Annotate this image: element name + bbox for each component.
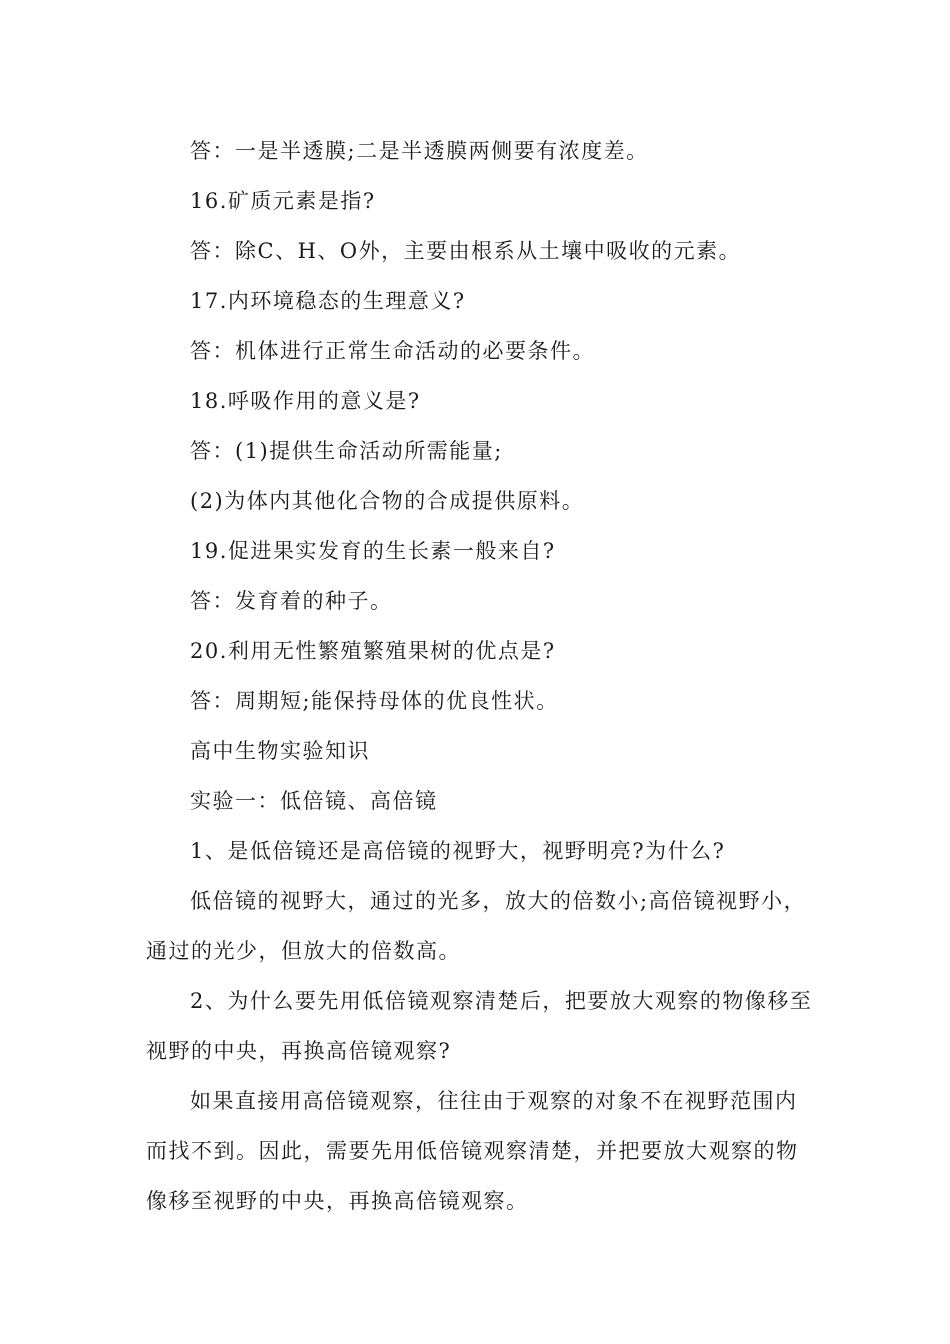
answer-18-part-2: (2)为体内其他化合物的合成提供原料。: [190, 489, 585, 513]
experiment-answer-2-line-3: 像移至视野的中央，再换高倍镜观察。: [146, 1189, 529, 1213]
experiment-answer-1-line-2: 通过的光少，但放大的倍数高。: [146, 939, 461, 963]
answer-15: 答：一是半透膜;二是半透膜两侧要有浓度差。: [190, 139, 649, 163]
experiment-question-2-line-2: 视野的中央，再换高倍镜观察?: [146, 1039, 452, 1063]
answer-16: 答：除C、H、O外，主要由根系从土壤中吸收的元素。: [190, 239, 742, 263]
experiment-answer-2-line-1: 如果直接用高倍镜观察，往往由于观察的对象不在视野范围内: [190, 1089, 798, 1113]
experiment-question-1: 1、是低倍镜还是高倍镜的视野大，视野明亮?为什么?: [190, 839, 726, 863]
answer-20: 答：周期短;能保持母体的优良性状。: [190, 689, 559, 713]
answer-19: 答：发育着的种子。: [190, 589, 393, 613]
question-17: 17.内环境稳态的生理意义?: [190, 289, 466, 313]
experiment-answer-1-line-1: 低倍镜的视野大，通过的光多，放大的倍数小;高倍镜视野小，: [190, 889, 807, 913]
answer-18-part-1: 答：(1)提供生命活动所需能量;: [190, 439, 503, 463]
section-heading: 高中生物实验知识: [190, 739, 370, 763]
question-16: 16.矿质元素是指?: [190, 189, 376, 213]
question-20: 20.利用无性繁殖繁殖果树的优点是?: [190, 639, 556, 663]
question-18: 18.呼吸作用的意义是?: [190, 389, 421, 413]
question-19: 19.促进果实发育的生长素一般来自?: [190, 539, 556, 563]
experiment-title: 实验一：低倍镜、高倍镜: [190, 789, 438, 813]
experiment-answer-2-line-2: 而找不到。因此，需要先用低倍镜观察清楚，并把要放大观察的物: [146, 1139, 799, 1163]
answer-17: 答：机体进行正常生命活动的必要条件。: [190, 339, 595, 363]
experiment-question-2-line-1: 2、为什么要先用低倍镜观察清楚后，把要放大观察的物像移至: [190, 989, 813, 1013]
